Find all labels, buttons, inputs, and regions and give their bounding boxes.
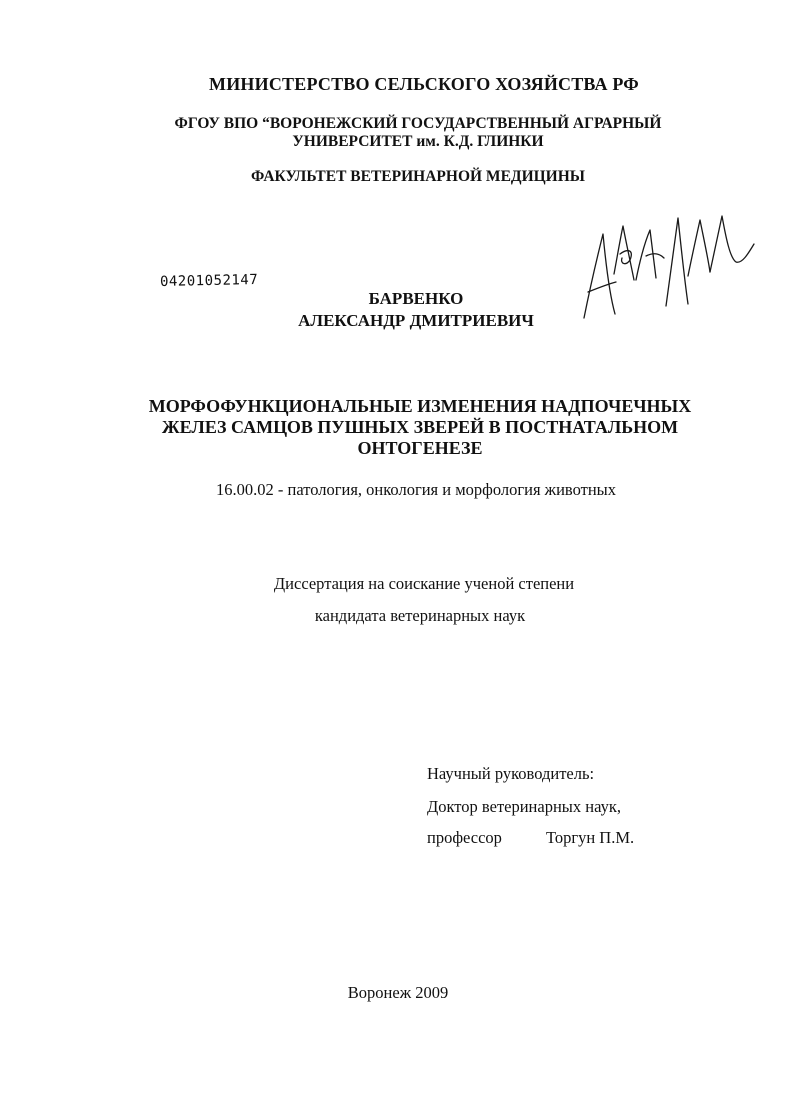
specialty-code: 16.00.02 - патология, онкология и морфология животных (216, 480, 616, 499)
advisor-name: Торгун П.М. (546, 828, 635, 847)
degree-line-1: Диссертация на соискание ученой степени (273, 574, 575, 593)
faculty-heading: ФАКУЛЬТЕТ ВЕТЕРИНАРНОЙ МЕДИЦИНЫ (250, 168, 586, 185)
university-line-1: ФГОУ ВПО “ВОРОНЕЖСКИЙ ГОСУДАРСТВЕННЫЙ АГРАРНЫЙ (174, 115, 662, 132)
archive-code: 04201052147 (159, 271, 259, 290)
city-year: Воронеж 2009 (347, 983, 449, 1002)
dissertation-title-line-3: ОНТОГЕНЕЗЕ (357, 438, 483, 458)
author-first-names: АЛЕКСАНДР ДМИТРИЕВИЧ (298, 311, 534, 330)
ministry-heading: МИНИСТЕРСТВО СЕЛЬСКОГО ХОЗЯЙСТВА РФ (209, 74, 639, 94)
advisor-title: профессор (427, 828, 502, 847)
dissertation-title-line-2: ЖЕЛЕЗ САМЦОВ ПУШНЫХ ЗВЕРЕЙ В ПОСТНАТАЛЬНОМ (161, 417, 679, 437)
advisor-role: Научный руководитель: (427, 764, 595, 783)
advisor-degree: Доктор ветеринарных наук, (427, 797, 621, 816)
university-line-2: УНИВЕРСИТЕТ им. К.Д. ГЛИНКИ (292, 133, 544, 150)
author-last-name: БАРВЕНКО (368, 289, 464, 308)
degree-line-2: кандидата ветеринарных наук (314, 606, 526, 625)
dissertation-title-line-1: МОРФОФУНКЦИОНАЛЬНЫЕ ИЗМЕНЕНИЯ НАДПОЧЕЧНЫХ (148, 396, 692, 416)
